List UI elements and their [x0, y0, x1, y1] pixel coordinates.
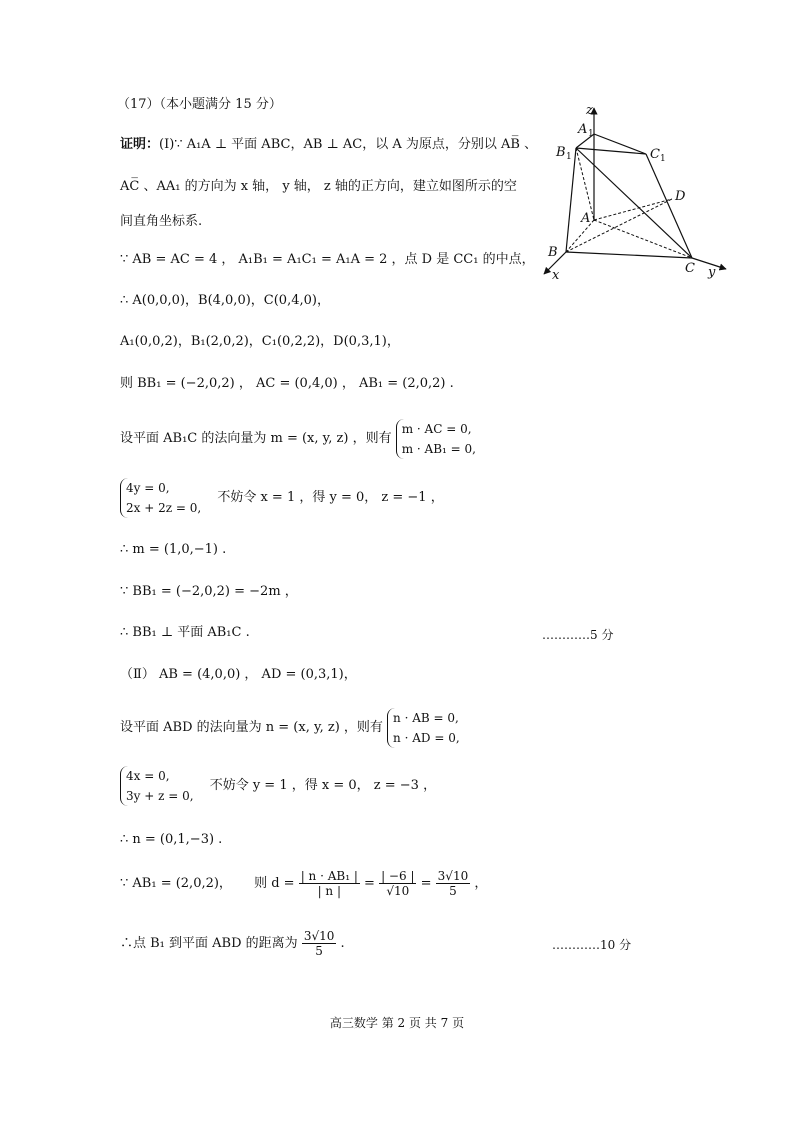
system-n-row-2: n · AD = 0,	[393, 730, 460, 745]
proof-line-16: ∴ n = (0,1,−3) .	[120, 832, 223, 847]
system-n-row-1: n · AB = 0,	[393, 710, 459, 725]
conclusion-fraction	[302, 929, 337, 958]
label-b: B	[548, 245, 558, 260]
top-triangle	[576, 134, 646, 154]
system-n-solved-row-2: 3y + z = 0,	[126, 788, 194, 803]
edge-bc	[566, 252, 692, 258]
proof-line-5: ∴ A(0,0,0)，B(4,0,0)，C(0,4,0)，	[120, 293, 330, 308]
line-17-end: ，	[474, 876, 488, 891]
edge-bb1	[566, 148, 576, 252]
proof-line-3: 间直角坐标系.	[120, 214, 203, 229]
conclusion-numerator: 3√10	[303, 929, 335, 943]
prism-figure	[528, 96, 738, 286]
equation-system-m	[396, 419, 476, 459]
score-5: …………5 分	[542, 628, 614, 642]
page-footer: 高三数学 第 2 页 共 7 页	[329, 1016, 465, 1030]
proof-line-15	[120, 765, 436, 807]
distance-fraction-2	[379, 869, 416, 898]
fraction-3-denominator: 5	[449, 884, 457, 898]
equals-sign-2: =	[420, 876, 432, 891]
proof-line-12: ∴ BB₁ ⊥ 平面 AB₁C .	[120, 625, 250, 640]
distance-fraction-3	[436, 869, 471, 898]
equation-system-n-solved	[120, 766, 194, 806]
system-m-solved-row-2: 2x + 2z = 0,	[126, 500, 202, 515]
proof-line-8	[120, 418, 476, 460]
normal-m-intro: 设平面 AB₁C 的法向量为 m = (x, y, z) ，则有	[120, 431, 392, 446]
system-m-row-2: m · AB₁ = 0,	[401, 441, 476, 456]
solve-n-text: 不妨令 y = 1 ，得 x = 0， z = −3 ，	[209, 778, 437, 793]
label-y: y	[708, 265, 716, 280]
fraction-2-numerator: | −6 |	[381, 869, 415, 883]
label-b1: B	[556, 145, 566, 160]
proof-line-17	[120, 866, 487, 902]
fraction-1-numerator: | n · AB₁ |	[300, 869, 358, 883]
proof-line-11: ∵ BB₁ = (−2,0,2) = −2m ，	[120, 584, 298, 599]
fraction-1-denominator: | n |	[317, 884, 342, 898]
label-x: x	[552, 268, 560, 283]
proof-line-6: A₁(0,0,2)，B₁(2,0,2)，C₁(0,2,2)，D(0,3,1)，	[120, 334, 400, 349]
proof-line-18	[120, 926, 345, 962]
label-z: z	[586, 103, 593, 118]
proof-line-9	[120, 477, 444, 519]
proof-line-2: AC̅ 、AA₁ 的方向为 x 轴， y 轴， z 轴的正方向，建立如图所示的空	[120, 179, 517, 194]
fraction-3-numerator: 3√10	[437, 869, 469, 883]
conclusion-denominator: 5	[315, 944, 323, 958]
label-c1-sub: 1	[660, 154, 666, 164]
score-10: …………10 分	[552, 938, 632, 952]
proof-line-1	[120, 136, 537, 154]
hidden-edge-ab1	[576, 148, 594, 220]
proof-line-7: 则 BB₁ = (−2,0,2) ， AC = (0,4,0) ， AB₁ = (2,0,2) .	[120, 376, 454, 391]
proof-label: 证明：	[120, 137, 160, 152]
equation-system-n	[387, 708, 460, 748]
solve-m-text: 不妨令 x = 1 ，得 y = 0， z = −1 ，	[217, 490, 444, 505]
proof-line-14	[120, 707, 460, 749]
label-d: D	[675, 189, 686, 204]
edge-cc1	[646, 154, 692, 258]
system-m-row-1: m · AC = 0,	[401, 421, 472, 436]
equals-sign-1: =	[364, 876, 375, 891]
conclusion-text: ∴点 B₁ 到平面 ABD 的距离为	[120, 936, 298, 951]
proof-line-13: （Ⅱ） AB = (4,0,0) ， AD = (0,3,1)，	[120, 667, 357, 682]
system-m-solved-row-1: 4y = 0,	[126, 480, 170, 495]
label-a1-sub: 1	[588, 129, 594, 139]
problem-header: （17）（本小题满分 15 分）	[117, 97, 282, 112]
normal-n-intro: 设平面 ABD 的法向量为 n = (x, y, z) ，则有	[120, 720, 383, 735]
proof-text-1: (Ⅰ)∵ A₁A ⊥ 平面 ABC，AB ⊥ AC，以 A 为原点，分别以 AB̅ 、	[159, 137, 538, 152]
label-c: C	[685, 261, 695, 276]
fraction-2-denominator: √10	[386, 884, 410, 898]
proof-line-10: ∴ m = (1,0,−1) .	[120, 542, 227, 557]
vector-ab1: ∵ AB₁ = (2,0,2)，	[120, 876, 232, 891]
distance-fraction-1	[299, 869, 360, 898]
label-a1: A	[578, 122, 588, 137]
proof-line-4: ∵ AB = AC = 4 ， A₁B₁ = A₁C₁ = A₁A = 2 ，点 D 是 CC₁ 的中点，	[120, 252, 535, 267]
system-n-solved-row-1: 4x = 0,	[126, 768, 170, 783]
label-c1: C	[650, 147, 660, 162]
label-b1-sub: 1	[566, 152, 572, 162]
label-a: A	[581, 211, 591, 226]
equation-system-m-solved	[120, 478, 201, 518]
distance-d-label: 则 d =	[254, 876, 295, 891]
conclusion-end: .	[340, 936, 345, 951]
